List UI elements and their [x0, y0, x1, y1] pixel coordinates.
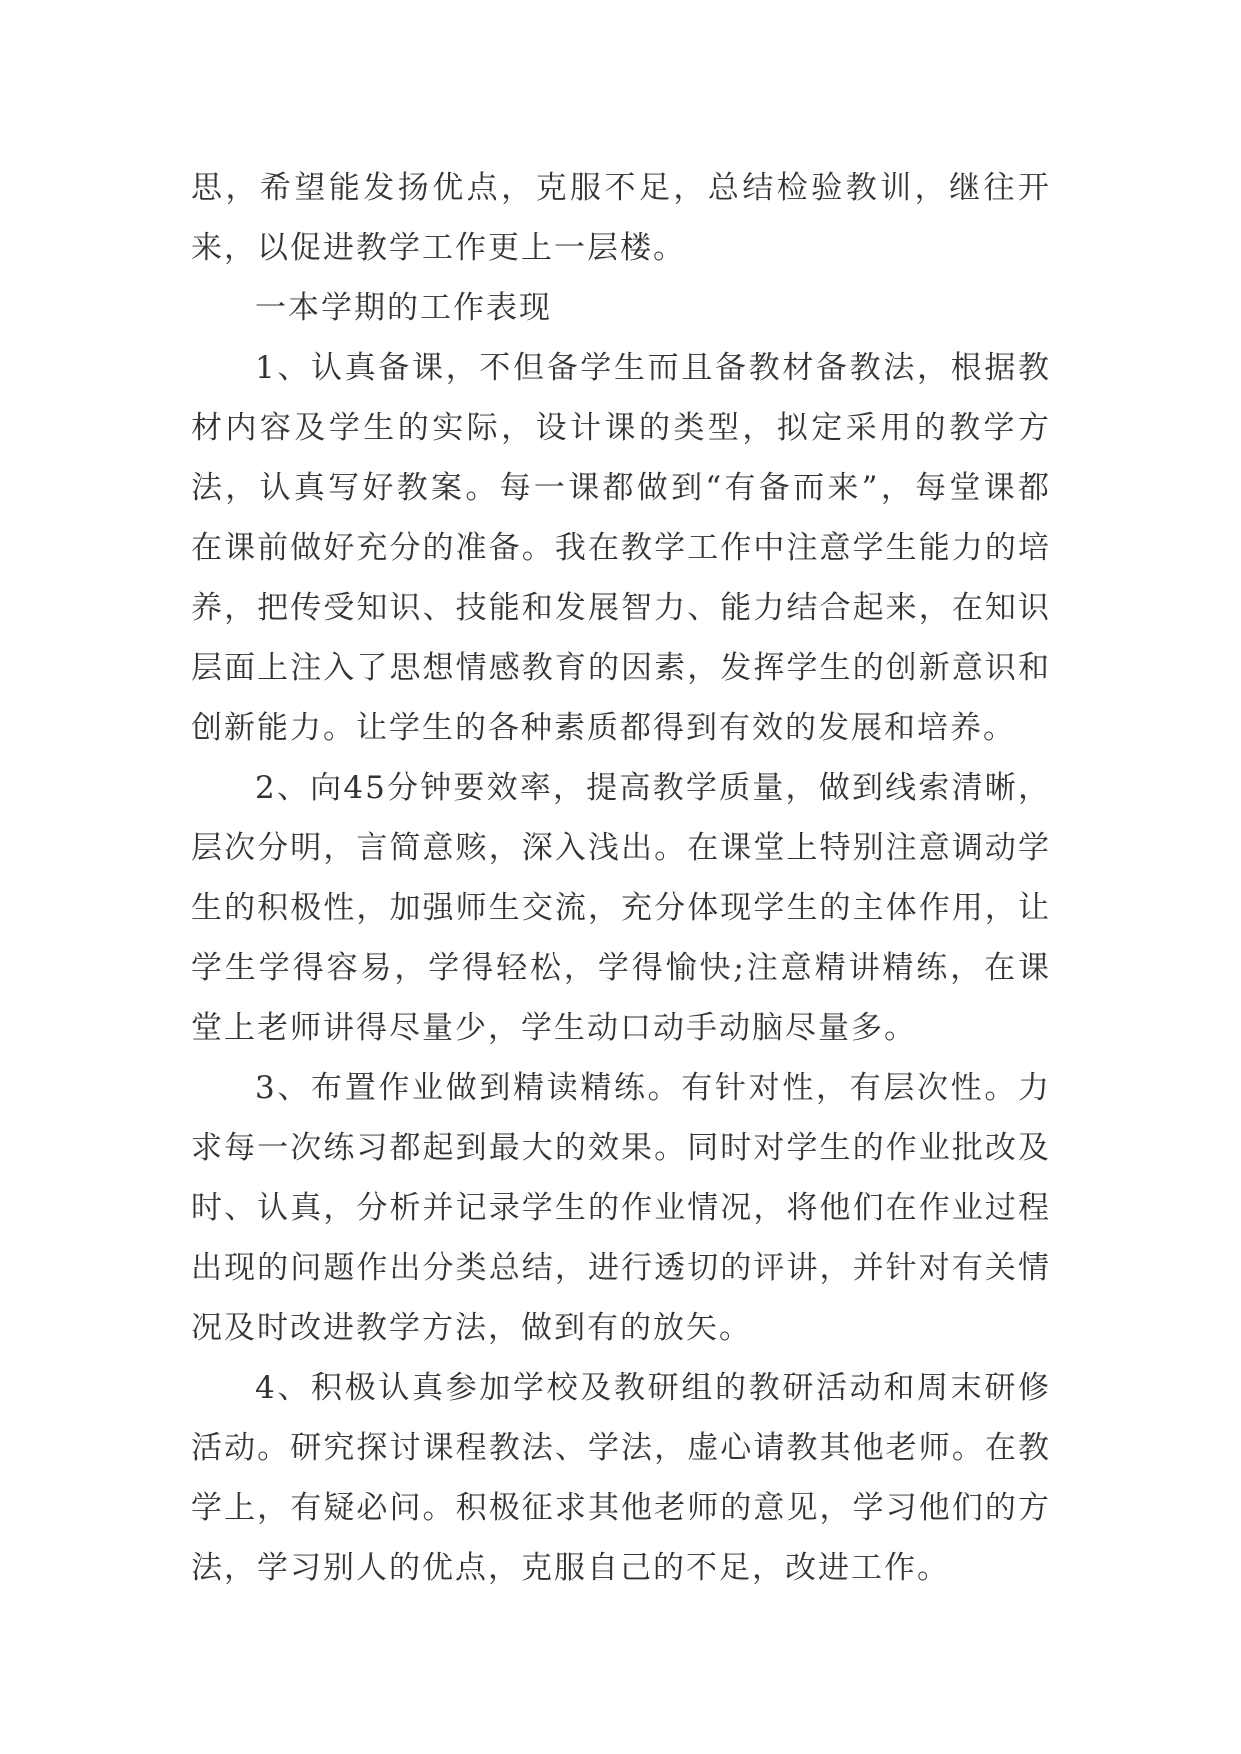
paragraph-item-2: 2、向45分钟要效率，提高教学质量，做到线索清晰，层次分明，言简意赅，深入浅出。在课堂上特别注意调动学生的积极性，加强师生交流，充分体现学生的主体作用，让学生学得容易，学得轻松，学得愉快;注意精讲精练，在课堂上老师讲得尽量少，学生动口动手动脑尽量多。	[191, 770, 1051, 1046]
paragraph-item-4: 4、积极认真参加学校及教研组的教研活动和周末研修活动。研究探讨课程教法、学法，虚心请教其他老师。在教学上，有疑必问。积极征求其他老师的意见，学习他们的方法，学习别人的优点，克服自己的不足，改进工作。	[191, 1370, 1051, 1586]
paragraph-continuation: 思，希望能发扬优点，克服不足，总结检验教训，继往开来，以促进教学工作更上一层楼。	[191, 170, 1051, 266]
paragraph-item-1: 1、认真备课，不但备学生而且备教材备教法，根据教材内容及学生的实际，设计课的类型，拟定采用的教学方法，认真写好教案。每一课都做到“有备而来”，每堂课都在课前做好充分的准备。我在教学工作中注意学生能力的培养，把传受知识、技能和发展智力、能力结合起来，在知识层面上注入了思想情感教育的因素，发挥学生的创新意识和创新能力。让学生的各种素质都得到有效的发展和培养。	[191, 350, 1051, 746]
document-body	[191, 158, 1051, 1598]
section-heading: 一本学期的工作表现	[255, 290, 552, 326]
paragraph-item-3: 3、布置作业做到精读精练。有针对性，有层次性。力求每一次练习都起到最大的效果。同时对学生的作业批改及时、认真，分析并记录学生的作业情况，将他们在作业过程出现的问题作出分类总结，进行透切的评讲，并针对有关情况及时改进教学方法，做到有的放矢。	[191, 1070, 1051, 1346]
